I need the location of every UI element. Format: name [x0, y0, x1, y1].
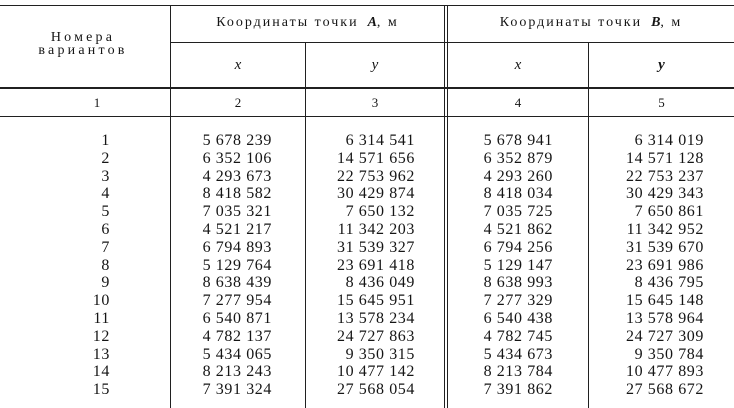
- table-row: [0, 381, 734, 399]
- point-b-y-value: 11 342 952: [626, 221, 704, 238]
- variant-number: 12: [92, 327, 110, 345]
- point-b-x-value: 6 794 256: [483, 238, 553, 256]
- point-b-y-value: 30 429 343: [626, 185, 704, 203]
- column-number-4: 4: [514, 95, 522, 110]
- rule-under-group-headers: [170, 42, 734, 43]
- variant-number: 4: [101, 185, 110, 203]
- point-a-x-value: 6 352 106: [202, 149, 272, 167]
- variant-number: 13: [92, 345, 110, 363]
- point-a-y-value: 15 645 951: [337, 292, 415, 310]
- variant-number: 9: [101, 274, 110, 292]
- point-b-x-value: 6 352 879: [483, 149, 553, 167]
- point-a-x-value: 4 293 673: [202, 167, 272, 185]
- point-a-y-value: 7 650 132: [345, 203, 415, 221]
- point-b-x-value: 4 782 745: [483, 327, 553, 345]
- group-a-label: Координаты точки: [216, 15, 359, 30]
- group-a-unit: , м: [376, 15, 399, 30]
- variant-number: 11: [93, 310, 110, 327]
- point-b-x-value: 8 638 993: [483, 274, 553, 292]
- point-a-x-value: 5 434 065: [202, 345, 272, 363]
- variant-number: 5: [101, 203, 110, 221]
- point-a-x-value: 7 277 954: [202, 292, 272, 310]
- point-b-x-value: 5 678 941: [483, 132, 553, 149]
- point-a-y-value: 11 342 203: [337, 221, 415, 238]
- variant-number: 10: [92, 292, 110, 310]
- subheader-a-y: y: [371, 57, 379, 73]
- point-b-y-value: 27 568 672: [626, 381, 704, 399]
- point-a-y-value: 8 436 049: [345, 274, 415, 292]
- point-a-x-value: 8 418 582: [202, 185, 272, 203]
- point-a-x-value: 5 129 764: [202, 256, 272, 274]
- point-a-x-value: 4 782 137: [202, 327, 272, 345]
- table-row: [0, 292, 734, 310]
- table-row: [0, 221, 734, 239]
- point-a-x-value: 8 638 439: [202, 274, 272, 292]
- subheader-b-y: y: [658, 57, 665, 73]
- variant-number: 2: [101, 149, 110, 167]
- point-b-x-value: 7 277 329: [483, 292, 553, 310]
- group-b-unit: , м: [660, 15, 683, 30]
- point-b-y-value: 22 753 237: [626, 167, 704, 185]
- subheader-b-x: x: [514, 57, 522, 73]
- point-a-y-value: 31 539 327: [337, 238, 415, 256]
- table-row: [0, 257, 734, 275]
- point-b-y-value: 6 314 019: [634, 132, 704, 149]
- point-a-x-value: 6 794 893: [202, 238, 272, 256]
- table-row: [0, 346, 734, 364]
- rule-top: [0, 5, 734, 6]
- variant-number: 14: [92, 363, 110, 381]
- variant-number: 6: [101, 221, 110, 238]
- point-a-x-value: 8 213 243: [202, 363, 272, 381]
- point-a-y-value: 27 568 054: [337, 381, 415, 399]
- point-b-y-value: 13 578 964: [626, 310, 704, 327]
- group-a-point: A: [367, 15, 377, 30]
- point-b-y-value: 7 650 861: [634, 203, 704, 221]
- group-header-point-b: [448, 13, 734, 33]
- point-b-y-value: 31 539 670: [626, 238, 704, 256]
- point-a-x-value: 5 678 239: [202, 132, 272, 149]
- rule-under-column-numbers: [0, 116, 734, 117]
- point-b-x-value: 4 293 260: [483, 167, 553, 185]
- point-b-x-value: 5 434 673: [483, 345, 553, 363]
- point-a-y-value: 14 571 656: [337, 149, 415, 167]
- point-b-x-value: 8 213 784: [483, 363, 553, 381]
- group-b-label: Координаты точки: [499, 15, 643, 30]
- table-row: [0, 310, 734, 328]
- column-number-5: 5: [658, 95, 665, 110]
- column-number-1: 1: [93, 95, 101, 110]
- point-b-x-value: 7 391 862: [483, 381, 553, 399]
- point-b-y-value: 24 727 309: [626, 327, 704, 345]
- group-header-point-a: [171, 13, 444, 33]
- point-b-y-value: 10 477 893: [626, 363, 704, 381]
- variant-number: 7: [101, 238, 110, 256]
- point-a-x-value: 7 035 321: [202, 203, 272, 221]
- rule-under-subheaders: [0, 87, 734, 89]
- table-row: [0, 363, 734, 381]
- point-b-y-value: 15 645 148: [626, 292, 704, 310]
- point-a-y-value: 30 429 874: [337, 185, 415, 203]
- table-row: [0, 239, 734, 257]
- point-a-y-value: 10 477 142: [337, 363, 415, 381]
- variant-number: 15: [92, 381, 110, 399]
- group-b-point: B: [651, 15, 661, 30]
- subheader-a-x: x: [234, 57, 242, 73]
- table-row: [0, 274, 734, 292]
- point-b-x-value: 7 035 725: [483, 203, 553, 221]
- table-row: [0, 168, 734, 186]
- point-b-x-value: 6 540 438: [483, 310, 553, 327]
- point-a-x-value: 7 391 324: [202, 381, 272, 399]
- point-a-y-value: 22 753 962: [337, 167, 415, 185]
- table-row: [0, 185, 734, 203]
- point-b-y-value: 14 571 128: [626, 149, 704, 167]
- table-row: [0, 328, 734, 346]
- point-a-x-value: 6 540 871: [202, 310, 272, 327]
- point-b-x-value: 8 418 034: [483, 185, 553, 203]
- column-number-3: 3: [371, 95, 379, 110]
- point-b-y-value: 23 691 986: [626, 256, 704, 274]
- variant-number: 3: [101, 167, 110, 185]
- column-number-2: 2: [234, 95, 242, 110]
- point-a-y-value: 23 691 418: [337, 256, 415, 274]
- variant-number: 8: [101, 256, 110, 274]
- point-b-y-value: 8 436 795: [634, 274, 704, 292]
- point-a-y-value: 13 578 234: [337, 310, 415, 327]
- table-row: [0, 132, 734, 150]
- point-b-x-value: 4 521 862: [483, 221, 553, 238]
- point-a-y-value: 24 727 863: [337, 327, 415, 345]
- point-b-y-value: 9 350 784: [634, 345, 704, 363]
- variant-number: 1: [101, 132, 110, 149]
- table-row: [0, 150, 734, 168]
- point-b-x-value: 5 129 147: [483, 256, 553, 274]
- point-a-y-value: 6 314 541: [345, 132, 415, 149]
- point-a-y-value: 9 350 315: [345, 345, 415, 363]
- variant-column-header: Номера вариантов: [38, 30, 128, 58]
- point-a-x-value: 4 521 217: [202, 221, 272, 238]
- table-row: [0, 203, 734, 221]
